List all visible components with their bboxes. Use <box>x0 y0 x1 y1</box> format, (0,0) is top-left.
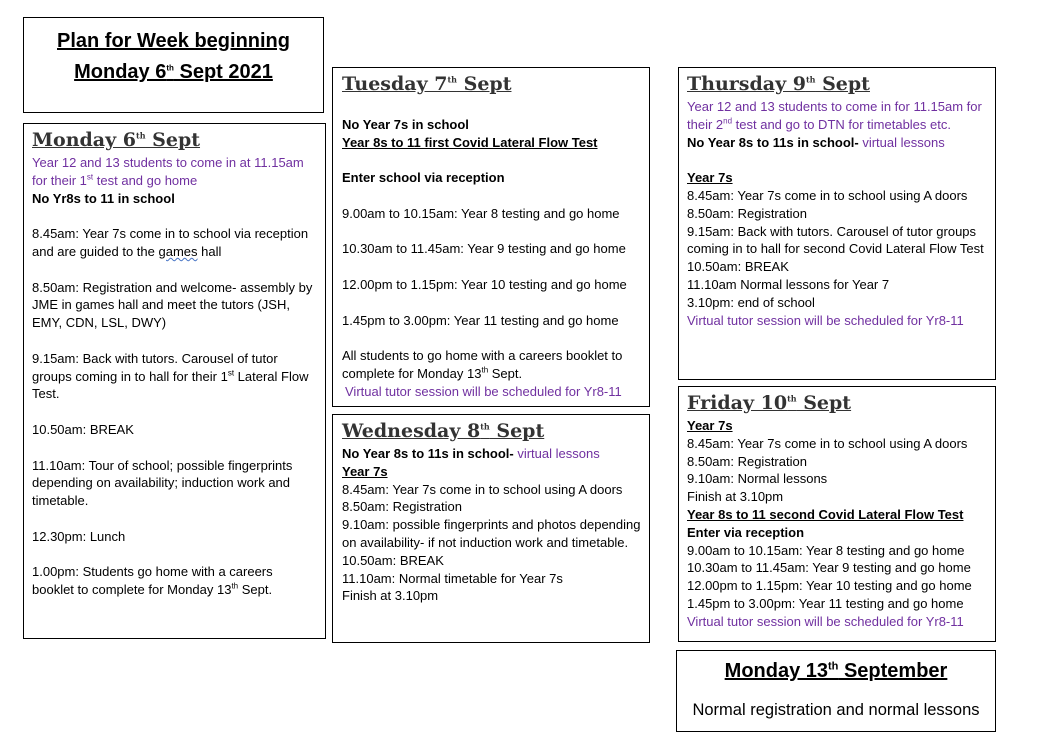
friday-item: 1.45pm to 3.00pm: Year 11 testing and go home <box>687 595 964 611</box>
wednesday-item: 11.10am: Normal timetable for Year 7s <box>342 570 563 586</box>
monday-item: 11.10am: Tour of school; possible fingerprints depending on availability; induction work and timetable. <box>32 457 293 509</box>
thursday-item: 8.50am: Registration <box>687 205 807 221</box>
friday-heading: Friday 10th Sept <box>687 392 852 414</box>
friday-item: 12.00pm to 1.15pm: Year 10 testing and go home <box>687 578 972 594</box>
monday-item: 9.15am: Back with tutors. Carousel of tutor groups coming in to hall for their 1st Lateral Flow Test. <box>32 350 309 402</box>
tuesday-no-y7: No Year 7s in school <box>342 116 469 132</box>
friday-item: 8.50am: Registration <box>687 453 807 469</box>
week-title-line2: Monday 6th Sept 2021 <box>74 61 273 83</box>
next-monday-text: Normal registration and normal lessons <box>692 701 980 719</box>
tuesday-lft: Year 8s to 11 first Covid Lateral Flow Test <box>342 134 598 150</box>
tuesday-careers: All students to go home with a careers booklet to complete for Monday 13th Sept. <box>342 348 623 381</box>
friday-y7-heading: Year 7s <box>687 418 733 433</box>
next-monday-box <box>676 650 996 732</box>
wednesday-item: Finish at 3.10pm <box>342 588 439 604</box>
wednesday-heading: Wednesday 8th Sept <box>342 420 545 442</box>
thursday-heading: Thursday 9th Sept <box>687 73 870 95</box>
friday-lft: Year 8s to 11 second Covid Lateral Flow Test <box>687 506 964 522</box>
monday-heading: Monday 6th Sept <box>32 129 201 151</box>
next-monday-title: Monday 13th September <box>724 660 948 682</box>
week-title-box <box>23 17 324 113</box>
wednesday-no-years: No Year 8s to 11s in school- virtual lessons <box>342 446 600 461</box>
monday-box <box>23 123 326 639</box>
tuesday-item: 9.00am to 10.15am: Year 8 testing and go home <box>342 205 620 221</box>
tuesday-enter: Enter school via reception <box>342 170 505 186</box>
monday-no-years: No Yr8s to 11 in school <box>32 190 175 206</box>
monday-item: 1.00pm: Students go home with a careers booklet to complete for Monday 13th Sept. <box>32 564 273 598</box>
thursday-item: 3.10pm: end of school <box>687 294 815 310</box>
friday-item: 9.10am: Normal lessons <box>687 471 828 487</box>
thursday-item: 10.50am: BREAK <box>687 259 789 275</box>
wednesday-item: 9.10am: possible fingerprints and photos depending on availability- if not induction work and timetable. <box>342 517 641 550</box>
thursday-item: 9.15am: Back with tutors. Carousel of tutor groups coming in to hall for second Covid Lateral Flow Test <box>687 223 984 257</box>
monday-item: 10.50am: BREAK <box>32 421 134 437</box>
thursday-y7-heading: Year 7s <box>687 170 733 186</box>
friday-item: Finish at 3.10pm <box>687 489 784 505</box>
friday-enter: Enter via reception <box>687 524 805 540</box>
thursday-virtual: Virtual tutor session will be scheduled for Yr8-11 <box>687 312 964 328</box>
wednesday-box <box>332 414 650 643</box>
monday-item: 8.50am: Registration and welcome- assembly by JME in games hall and meet the tutors (JSH, EMY, CDN, LSL, DWY) <box>32 279 313 331</box>
tuesday-item: 12.00pm to 1.15pm: Year 10 testing and go home <box>342 276 627 292</box>
monday-item: 8.45am: Year 7s come in to school via reception and are guided to the games hall <box>32 226 309 259</box>
wednesday-y7-heading: Year 7s <box>342 463 388 479</box>
tuesday-item: 1.45pm to 3.00pm: Year 11 testing and go home <box>342 312 619 328</box>
friday-box <box>678 386 996 642</box>
wednesday-item: 10.50am: BREAK <box>342 552 444 568</box>
friday-item: 10.30am to 11.45am: Year 9 testing and go home <box>687 560 971 576</box>
friday-virtual: Virtual tutor session will be scheduled for Yr8-11 <box>687 613 964 629</box>
tuesday-virtual: Virtual tutor session will be scheduled for Yr8-11 <box>345 383 622 399</box>
wednesday-item: 8.45am: Year 7s come in to school using A doors <box>342 481 623 497</box>
thursday-box <box>678 67 996 380</box>
thursday-no-years: No Year 8s to 11s in school- virtual lessons <box>687 134 945 150</box>
tuesday-box <box>332 67 650 407</box>
monday-item: 12.30pm: Lunch <box>32 528 126 544</box>
friday-item: 8.45am: Year 7s come in to school using A doors <box>687 435 968 451</box>
thursday-item: 11.10am Normal lessons for Year 7 <box>687 276 890 292</box>
friday-item: 9.00am to 10.15am: Year 8 testing and go home <box>687 542 965 558</box>
tuesday-item: 10.30am to 11.45am: Year 9 testing and go home <box>342 241 626 257</box>
thursday-intro: Year 12 and 13 students to come in for 11.15am for their 2nd test and go to DTN for timetables etc. <box>687 99 982 132</box>
wednesday-item: 8.50am: Registration <box>342 499 462 515</box>
thursday-item: 8.45am: Year 7s come in to school using A doors <box>687 187 968 203</box>
tuesday-heading: Tuesday 7th Sept <box>342 73 512 95</box>
monday-intro: Year 12 and 13 students to come in at 11.15am for their 1st test and go home <box>32 155 304 188</box>
week-title-line1: Plan for Week beginning <box>57 30 290 52</box>
